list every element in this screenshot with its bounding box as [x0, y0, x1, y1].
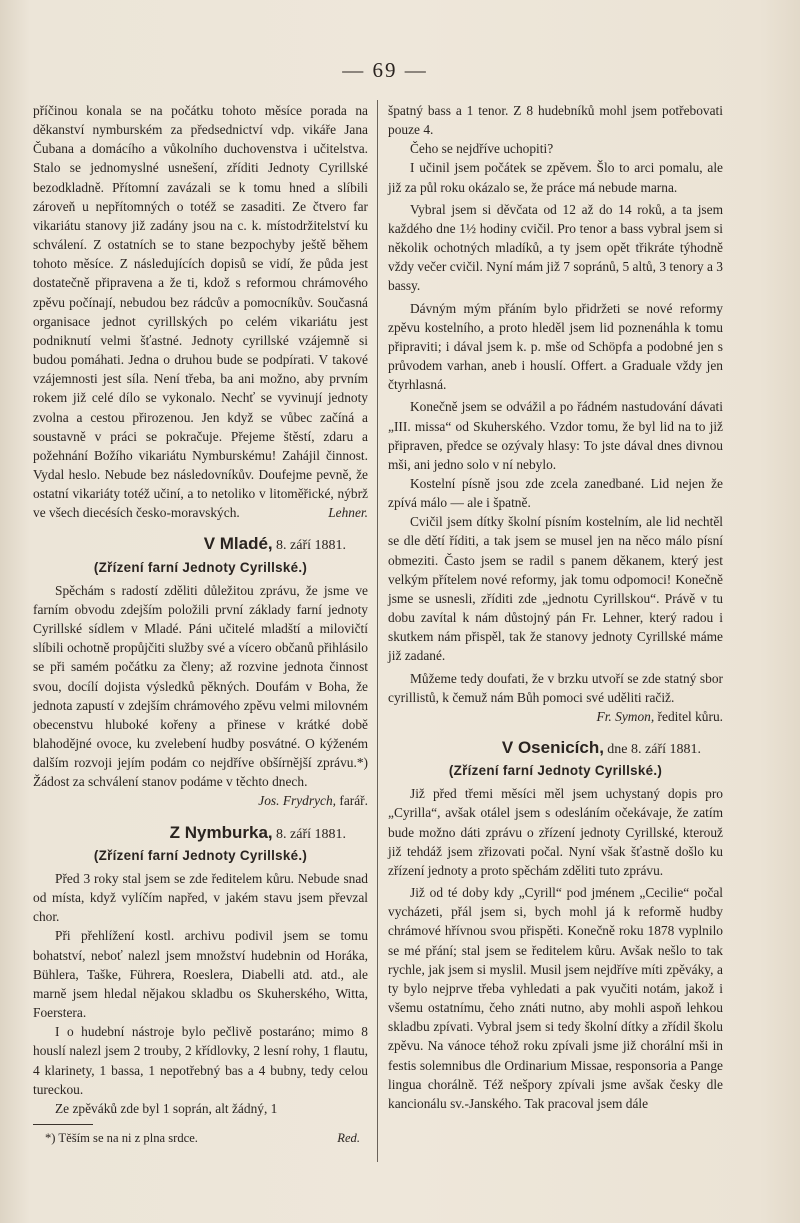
paragraph: Můžeme tedy doufati, že v brzku utvoří se zde statný sbor cyrillistů, k čemuž nám Bůh pomoci své uděliti račiž. [388, 670, 723, 705]
paragraph: špatný bass a 1 tenor. Z 8 hudebníků mohl jsem potřebovati pouze 4. [388, 103, 723, 138]
section-heading-mlade [33, 534, 368, 555]
paragraph: Již od té doby kdy „Cyrill“ pod jménem „Cecilie“ počal vycházeti, přál jsem si, bych mohl já k reformě hudby chrámové hřívnou svou přispěti. Konečně roku 1878 vyplnilo se mé přání; stal jsem se ředitelem kůru. Avšak nešlo to tak rychle, jak jsem si myslil. Musil jsem nejdříve míti zpěváky, a ty bylo nejprve třeba vyhledati a pak vyučiti notám, jakož i všemu ostatnímu, čeho znáti nutno, aby mohli aspoň lehkou skladbu zpívati. Vybral jsem si tedy školní dítky a zřídil školu zpěvu. Na vánoce téhož roku zpívali jsme již chorální mši in festis solemnibus dle Ordinarium Missae, responsoria a Pange lingua chorálně. Též nešpory zpívali jsme avšak česky dle kancionálu sv.-Janského. Tak pracoval jsem dále [388, 885, 723, 1111]
signature-symon [388, 707, 723, 726]
right-column [388, 101, 723, 1113]
footnote [33, 1129, 368, 1148]
paragraph: Konečně jsem se odvážil a po řádném nastudování dávati „III. missa“ od Skuherského. Vzdor tomu, že byl lid na to již připraven, předce se ozývaly hlasy: To jste dával dnes divnou mši, ani jedno solo v ní nebylo. [388, 399, 723, 472]
paragraph: Při přehlížení kostl. archivu podivil jsem se tomu bohatství, neboť nalezl jsem množství hudebnin od Horáka, Bühlera, Taške, Führera, Roeslera, Diabelli atd. atd., ale marně jsem hledal nějakou skladbu os Skuherského, Witta, Foerstera. [33, 928, 368, 1021]
paragraph: Před 3 roky stal jsem se zde ředitelem kůru. Nebude snad od místa, když vylíčím napřed, v jakém stavu jsem převzal chor. [33, 870, 368, 925]
paragraph: Dávným mým přáním bylo přidržeti se nové reformy zpěvu kostelního, a proto hleděl jsem lid poznenáhla k tomu připraviti; i dával jsem k. p. mše od Schöpfa a podobné jen s průvodem varhan, aneb i houslí. Offert. a Graduale vždy jen čtyrhlasná. [388, 300, 723, 393]
section-date: 8. září 1881. [276, 538, 346, 554]
page-number: — 69 — [342, 58, 428, 82]
intro-signature: Lehner. [328, 505, 368, 521]
paragraph: Vybral jsem si děvčata od 12 až do 14 roků, a ta jsem každého dne 1½ hodiny cvičil. Pro tenor a bass vybral jsem si několik ochotných mladíků, a ty jsem opět třikráte týhodně vždy večer cvičil. Nyní mám již 7 sopránů, 5 altů, 3 tenory a 3 bassy. [388, 201, 723, 294]
column-divider [377, 100, 378, 1162]
signature-role: farář. [339, 793, 368, 809]
paragraph: Již před třemi měsíci měl jsem uchystaný dopis pro „Cyrilla“, avšak otálel jsem s odesláním očekávaje, že zatím bude možno dáti zprávu o zřízení jednoty Cyrillské, kterouž již tehdáž jsem zřizovati počal. Nyní však šťastně došlo ku zřízení jednoty a proto spěchám zděliti tuto zprávu. [388, 786, 723, 878]
footnote-rule [33, 1124, 93, 1125]
left-column [33, 101, 368, 1148]
footnote-signature: Red. [337, 1130, 360, 1145]
paragraph: Kostelní písně jsou zde zcela zanedbané. Lid nejen že zpívá málo — ale i špatně. [388, 475, 723, 511]
signature-name: Fr. Symon, [596, 708, 655, 724]
signature-role: ředitel kůru. [657, 708, 723, 724]
paragraph: I o hudební nástroje bylo pečlivě postaráno; mimo 8 houslí nalezl jsem 2 trouby, 2 křídlovky, 2 lesní rohy, 1 flautu, 4 klarinety, 1 bassa, 1 nepotřebný bas a 4 bubny, tedy celou tureckou. [33, 1024, 368, 1097]
paragraph: Ze zpěváků zde byl 1 soprán, alt žádný, 1 [55, 1100, 278, 1116]
section-date: 8. září 1881. [276, 826, 346, 842]
paragraph: Spěchám s radostí zděliti důležitou zprávu, že jsme ve farním obvodu zdejším položili první základy farní jednoty Cyrillské sídlem v Mladé. Páni učitelé mladští a milovičtí slíbili ochotně propůjčiti služby své a vícero občanů přihlásilo se při samém počátku za členy; až rozvine jednota činnost svou, docílí dojista výsledků pěkných. Doufám v Boha, že jednota zapustí v zdejším chrámového zpěvu velmi milovném obecenstvu hluboké kořeny a přinese v krátké době blahodějné ovoce, ku zvelebení hudby posvátné. O kýženém dalším rozvoji jejím podám co nejdříve obšírnější zprávu.*) Žádost za schválení stanov podáme v těchto dnech. [33, 582, 368, 790]
section-place: Z Nymburka, [169, 822, 273, 842]
signature-frydrych [33, 791, 368, 810]
section-subheading: (Zřízení farní Jednoty Cyrillské.) [93, 559, 308, 575]
section-date: dne 8. září 1881. [607, 742, 701, 757]
section-place: V Osenicích, [501, 738, 604, 757]
section-heading-nymburk [33, 823, 368, 844]
section-place: V Mladé, [203, 534, 273, 554]
intro-paragraph [33, 101, 368, 522]
paragraph: Cvičil jsem dítky školní písním kostelním, ale lid nechtěl se dle dětí říditi, a tak jsem se musel jen na něco málo písní obmeziti. Často jsem se radil s panem děkanem, který jest velkým přítelem nové reformy, jak tomu odpomoci! Konečně jsme se usnesli, zříditi zde „jednotu Cyrillskou“. Právě v tu dobu zavítal k nám důstojný pán Fr. Lehner, který radou i skutkem nám přispěl, tak že stanovy jednoty Cyrillské máme již zadané. [388, 514, 723, 664]
footnote-text: *) Těším se na ni z plna srdce. [45, 1130, 198, 1145]
intro-text: příčinou konala se na počátku tohoto měsíce porada na děkanství nymburském za předsednictví vdp. vikáře Jana Čubana a domácího a vůkolního duchovenstva i učitelstva. Stalo se jednomyslné usnešení, zříditi Jednoty Cyrillské bezodkladně. Přítomní zavázali se k tomu hned a slíbili zároveň u nepřítomných o totéž se zasaditi. Ze čtvero far vikariátu stanovy již zadány jsou na c. k. místodržitelství ku schválení. Z ostatních se to stane bezpochyby ještě během tohoto měsíce. Z následujících dopisů se vidí, že půda jest dostatečně připravena a že ti, kdož s reformou chrámového zpěvu počínají, nebudou bez rádcův a pomocníkův. Současná organisace jednot cyrillských po celém vikariátu jest podniknutí velmi šťastné. Jednoty cyrillské vzájemně si budou pomáhati. Jedna o druhou bude se podpírati. V takové vzájemnosti jest síla. Není třeba, ba ani možno, aby prvním rokem již celé dílo se vykonalo. Nechť se vyvinují jednoty zvolna a cestou přirozenou. Jen když se vůbec začíná a soustavně v práci se pokračuje. Přejeme štěstí, zdaru a požehnání Božího vikariátu Nymburskému! Zahájil činnost. Vydal heslo. Nebude bez následovníkův. Doufejme pevně, že ostatní vikariáty totéž učiní, a to netoliko v litoměřické, nýbrž ve všech diecésích česko-moravských. [33, 103, 368, 521]
section-subheading: (Zřízení farní Jednoty Cyrillské.) [448, 763, 663, 779]
signature-name: Jos. Frydrych, [258, 793, 337, 809]
paragraph: I učinil jsem počátek se zpěvem. Šlo to arci pomalu, ale již za půl roku okázalo se, že práce má nebude marna. [388, 160, 723, 195]
section-subheading: (Zřízení farní Jednoty Cyrillské.) [93, 847, 308, 863]
paragraph: Čeho se nejdříve uchopiti? [410, 141, 554, 157]
section-heading-osenice [388, 738, 723, 759]
